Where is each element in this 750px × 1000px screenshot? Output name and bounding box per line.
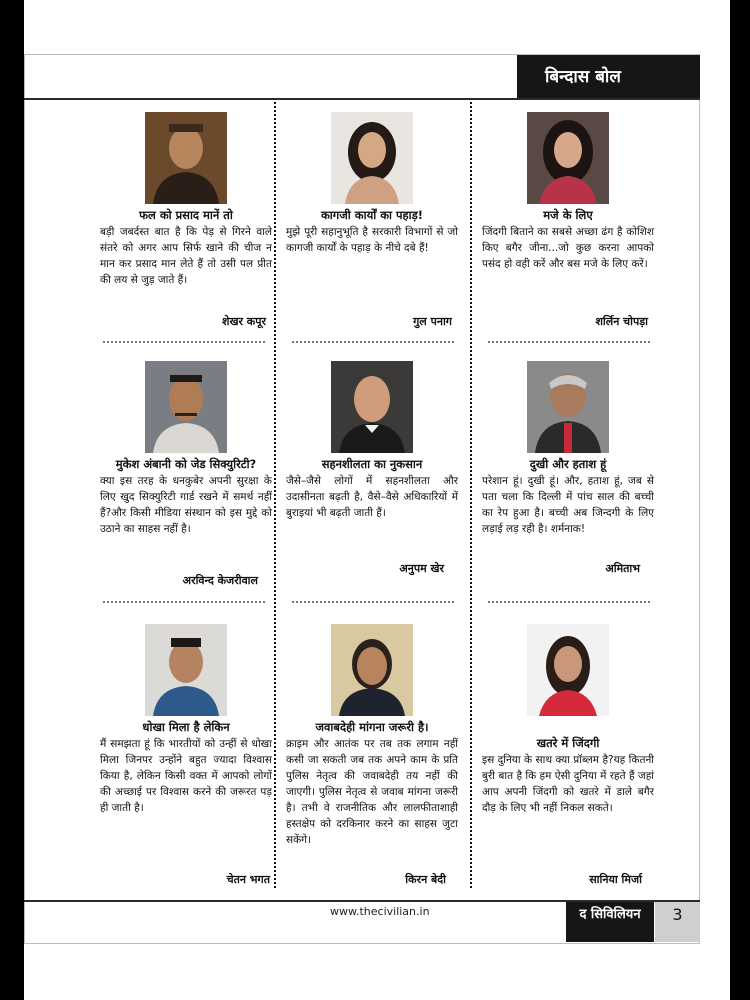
portrait-photo	[145, 361, 227, 453]
portrait-photo	[145, 624, 227, 716]
quote-card-gul-panag	[286, 112, 458, 334]
quote-text: जिंदगी बिताने का सबसे अच्छा ढंग है कोशिश किए बगैर जीना...जो कुछ करना आपको पसंद हो वही करें और बस मजे के लिए करें।	[482, 226, 654, 270]
quote-text: इस दुनिया के साथ क्या प्रॉब्लम है?यह कितनी बुरी बात है कि हम ऐसी दुनिया में रहते हैं जहां आप अपनी जिंदगी को खतरे में डाले बगैर दौड़ के लिए भी नहीं निकल सकते।	[482, 754, 654, 814]
column-divider-right	[470, 102, 472, 888]
quote-headline: फल को प्रसाद मानें तो	[139, 208, 233, 222]
footer-magazine-name: द सिविलियन	[566, 902, 654, 942]
portrait-photo	[331, 624, 413, 716]
quote-author: चेतन भगत	[226, 873, 270, 886]
quote-text: मैं समझता हूं कि भारतीयों को उन्हीं से धोखा मिला जिनपर उन्होंने बहुत ज्यादा विश्वास किया है, लेकिन किसी वक्त में आपको लोगों की अच्छाई पर विश्वास करने की जरूरत पड़ ही जाती है।	[100, 738, 272, 814]
row-divider	[488, 601, 650, 603]
portrait-photo	[145, 112, 227, 204]
quote-card-kiran-bedi	[286, 624, 458, 890]
quote-headline: मुकेश अंबानी को जेड सिक्युरिटी?	[115, 457, 257, 471]
quote-headline: मजे के लिए	[543, 208, 593, 222]
quote-card-sherlyn-chopra	[482, 112, 654, 334]
portrait-photo	[331, 361, 413, 453]
row-divider	[292, 601, 454, 603]
quote-author: किरन बेदी	[405, 873, 446, 886]
quote-author: शर्लिन चोपड़ा	[595, 315, 648, 328]
quote-card-sania-mirza	[482, 624, 654, 890]
portrait-photo	[527, 112, 609, 204]
section-title: बिन्दास बोल	[545, 67, 621, 87]
quote-headline: खतरे में जिंदगी	[536, 736, 600, 750]
portrait-photo	[527, 361, 609, 453]
quote-headline: दुखी और हताश हूं	[529, 457, 607, 471]
quote-headline: सहनशीलता का नुकसान	[321, 457, 423, 471]
quote-text: मुझे पूरी सहानुभूति है सरकारी विभागों से जो कागजी कार्यों के पहाड़ के नीचे दबे हैं!	[286, 226, 458, 254]
quote-text: क्या इस तरह के धनकुबेर अपनी सुरक्षा के लिए खुद सिक्युरिटी गार्ड रखने में समर्थ नहीं हैं?और किसी मीडिया संस्थान को इस मुद्दे को उठाने का साहस नहीं है।	[100, 475, 272, 535]
quote-author: गुल पनाग	[413, 315, 452, 328]
quote-card-amitabh	[482, 361, 654, 591]
column-divider-left	[274, 102, 276, 888]
quote-card-arvind-kejriwal	[100, 361, 272, 591]
footer-url: www.thecivilian.in	[330, 905, 430, 918]
quote-author: अनुपम खेर	[399, 562, 444, 575]
quote-card-chetan-bhagat	[100, 624, 272, 890]
quote-text: जैसे–जैसे लोगों में सहनशीलता और उदासीनता बढ़ती है, वैसे–वैसे अधिकारियों में बुराइयां भी बढ़ती जाती हैं।	[286, 475, 458, 519]
quote-card-shekhar-kapur	[100, 112, 272, 334]
portrait-photo	[331, 112, 413, 204]
quote-text: क्राइम और आतंक पर तब तक लगाम नहीं कसी जा सकती जब तक अपने काम के प्रति पुलिस नेतृत्व की जवाबदेही तय नहीं की जाएगी। पुलिस नेतृत्व से जवाब मांगना जरूरी है। तभी वे राजनीतिक और लालफीताशाही हस्तक्षेप को दरकिनार करने का साहस जुटा सकेंगे।	[286, 738, 458, 846]
header-rule	[24, 98, 700, 100]
quote-text: परेशान हूं। दुखी हूं। और, हताश हूं, जब से पता चला कि दिल्ली में पांच साल की बच्ची का रेप हुआ है। बच्ची अब जिन्दगी के लिए लड़ाई लड़ रही है। शर्मनाक!	[482, 475, 654, 535]
row-divider	[103, 341, 265, 343]
quote-author: अरविन्द केजरीवाल	[182, 574, 258, 587]
quote-author: अमिताभ	[605, 562, 640, 575]
portrait-photo	[527, 624, 609, 716]
row-divider	[292, 341, 454, 343]
quote-headline: जवाबदेही मांगना जरूरी है।	[315, 720, 429, 734]
quote-author: शेखर कपूर	[221, 315, 266, 328]
quote-headline: धोखा मिला है लेकिन	[142, 720, 230, 734]
page-number: 3	[655, 902, 700, 942]
row-divider	[488, 341, 650, 343]
row-divider	[103, 601, 265, 603]
quote-author: सानिया मिर्जा	[589, 873, 642, 886]
quote-card-anupam-kher	[286, 361, 458, 591]
quote-headline: कागजी कार्यों का पहाड़!	[320, 208, 424, 222]
quote-text: बड़ी जबर्दस्त बात है कि पेड़ से गिरने वाले संतरे को अगर आप सिर्फ खाने की चीज न मान कर प्रसाद मान लेते हैं तो उसी पल प्रीत की लय से जुड़ जाते हैं।	[100, 226, 272, 286]
